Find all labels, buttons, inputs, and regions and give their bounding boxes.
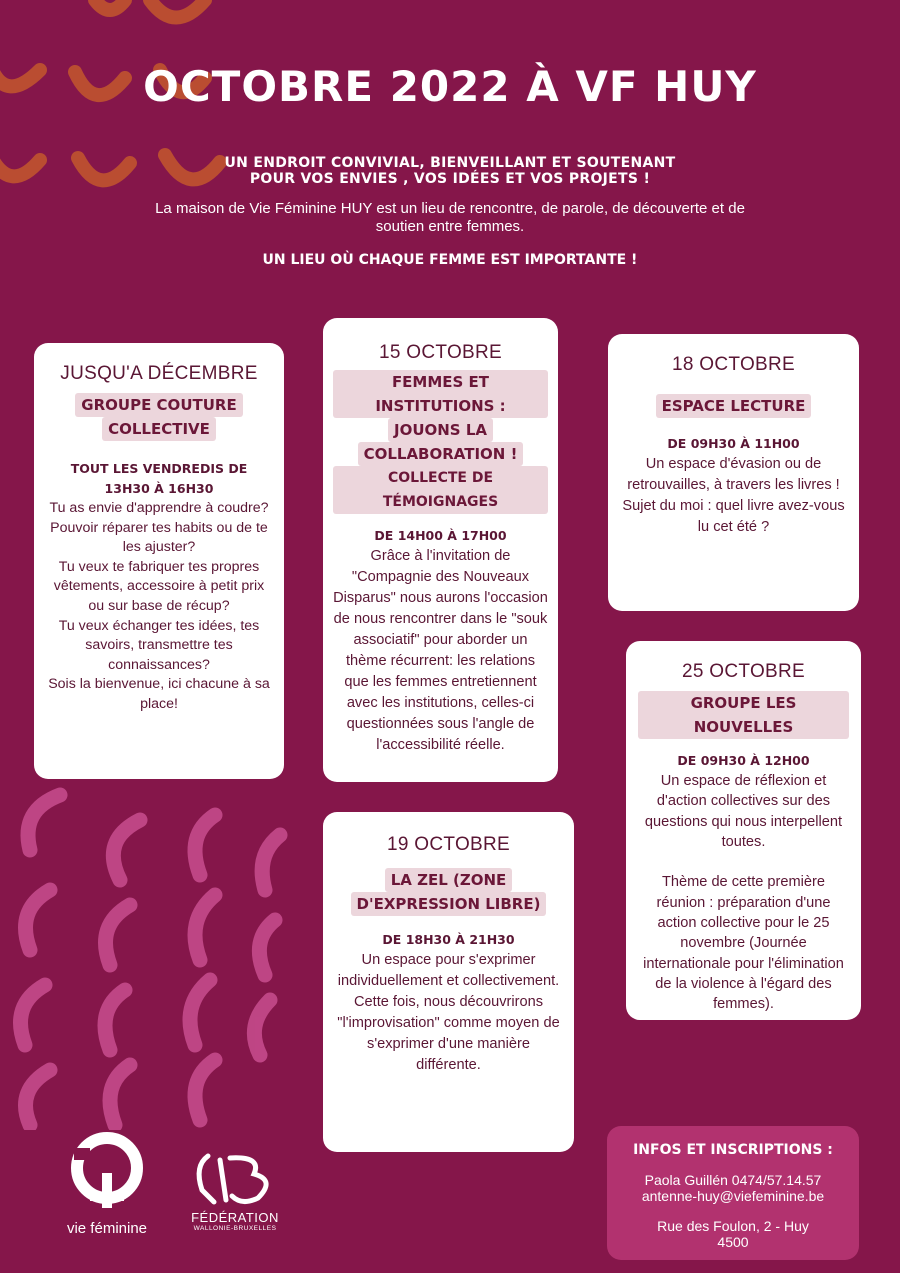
event-title-line: GROUPE LES NOUVELLES xyxy=(638,691,849,739)
event-card-femmes-institutions xyxy=(323,318,558,782)
intro-text: La maison de Vie Féminine HUY est un lieu de rencontre, de parole, de découverte et de soutien entre femmes. xyxy=(155,200,745,235)
federation-wallonie-bruxelles-logo xyxy=(180,1150,290,1240)
vie-feminine-text: vie féminine xyxy=(66,1220,148,1237)
event-title-line: COLLECTE DE TÉMOIGNAGES xyxy=(333,466,548,514)
event-description: Tu as envie d'apprendre à coudre? Pouvoir réparer tes habits ou de te les ajuster? Tu veux te fabriquer tes propres vêtements, accessoire à petit prix ou sur base de récup? Tu veux échanger tes idées, tes savoirs, transmettre tes connaissances? Sois la bienvenue, ici chacune à sa place! xyxy=(48,500,270,712)
event-card-groupe-nouvelles xyxy=(626,641,861,1020)
vie-feminine-icon xyxy=(52,1128,162,1220)
contact-email[interactable]: antenne-huy@viefeminine.be xyxy=(641,1188,825,1204)
contact-phone: Paola Guillén 0474/57.14.57 xyxy=(644,1172,822,1188)
page-title: OCTOBRE 2022 À VF HUY xyxy=(143,62,757,111)
event-description: Grâce à l'invitation de "Compagnie des Nouveaux Disparus" nous aurons l'occasion de nous rencontrer dans le "souk associatif" pour aborder un thème récurrent: les relations que les femmes entretiennent avec les institutions, celles-ci questionnées sous l'angle de l'accessibilité réelle. xyxy=(333,548,548,753)
event-time: DE 14H00 À 17H00 xyxy=(374,528,507,543)
decorative-pink-shapes xyxy=(0,780,320,1130)
infos-heading: INFOS ET INSCRIPTIONS : xyxy=(633,1142,833,1158)
infos-inscriptions-box xyxy=(607,1126,859,1260)
event-card-zel xyxy=(323,812,574,1152)
event-title-line: JOUONS LA xyxy=(388,418,493,442)
event-date: 25 OCTOBRE xyxy=(681,661,806,682)
motto: UN LIEU OÙ CHAQUE FEMME EST IMPORTANTE ! xyxy=(262,252,638,268)
tagline-1: UN ENDROIT CONVIVIAL, BIENVEILLANT ET SOUTENANT xyxy=(224,155,676,171)
event-description: Un espace pour s'exprimer individuellement et collectivement. Cette fois, nous découvrirons "l'improvisation" comme moyen de s'exprimer d'une manière différente. xyxy=(337,952,560,1073)
event-title-line: LA ZEL (ZONE xyxy=(385,868,513,892)
event-title-line: COLLECTIVE xyxy=(102,417,216,441)
event-description: Un espace d'évasion ou de retrouvailles, à travers les livres ! Sujet du moi : quel livre avez-vous lu cet été ? xyxy=(622,456,845,535)
intro-section xyxy=(150,155,750,268)
event-title-line: FEMMES ET INSTITUTIONS : xyxy=(333,370,548,418)
event-time: TOUT LES VENDREDIS DE 13H30 À 16H30 xyxy=(70,461,248,496)
fwb-text: FÉDÉRATION xyxy=(191,1210,279,1225)
event-time: DE 09H30 À 11H00 xyxy=(667,436,800,451)
event-title-line: ESPACE LECTURE xyxy=(656,394,812,418)
event-title-line: COLLABORATION ! xyxy=(358,442,524,466)
fwb-icon xyxy=(180,1150,290,1206)
vie-feminine-logo xyxy=(52,1128,162,1238)
address-postcode: 4500 xyxy=(717,1234,749,1250)
event-description: Un espace de réflexion et d'action collectives sur des questions qui nous interpellent toutes. Thème de cette première réunion : préparation d'une action collective pour le 25 novembre (Journée internationale pour l'élimination de la violence à l'égard des femmes). xyxy=(643,773,844,1013)
event-card-couture xyxy=(34,343,284,779)
address-street: Rue des Foulon, 2 - Huy xyxy=(657,1218,809,1234)
event-title-line: D'EXPRESSION LIBRE) xyxy=(351,892,547,916)
event-date: 18 OCTOBRE xyxy=(671,354,796,375)
fwb-subtext: WALLONIE-BRUXELLES xyxy=(193,1225,277,1232)
event-date: JUSQU'A DÉCEMBRE xyxy=(60,363,258,384)
event-time: DE 18H30 À 21H30 xyxy=(382,932,515,947)
event-time: DE 09H30 À 12H00 xyxy=(677,753,810,768)
event-date: 19 OCTOBRE xyxy=(386,834,511,855)
tagline-2: POUR VOS ENVIES , VOS IDÉES ET VOS PROJETS ! xyxy=(249,171,651,187)
event-title-line: GROUPE COUTURE xyxy=(75,393,242,417)
event-card-espace-lecture xyxy=(608,334,859,611)
event-date: 15 OCTOBRE xyxy=(378,342,503,363)
